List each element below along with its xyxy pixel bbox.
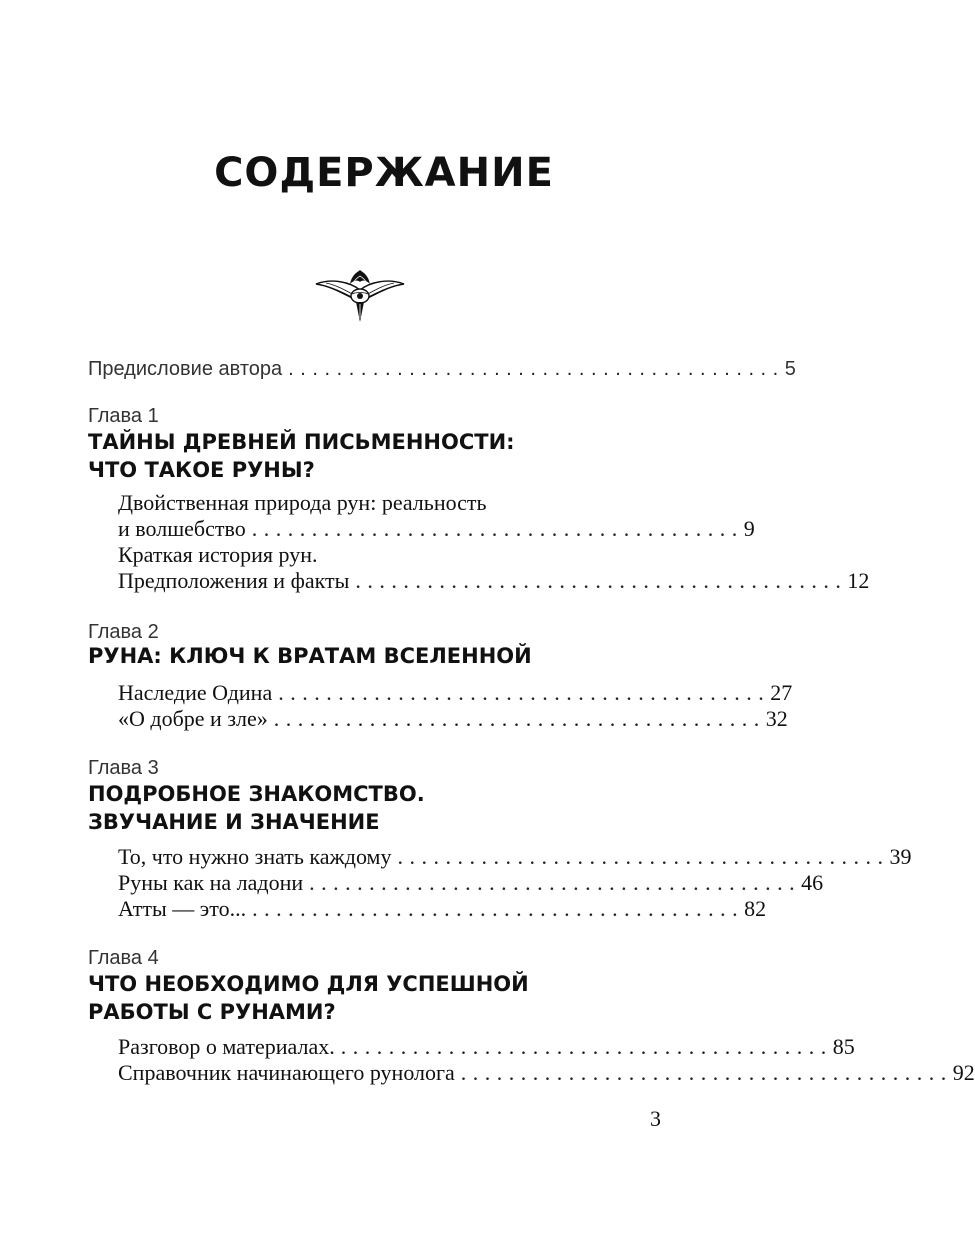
chapter-title: РУНА: КЛЮЧ К ВРАТАМ ВСЕЛЕННОЙ [88, 644, 532, 668]
dot-leader: . . . . . . . . . . . . . . . . . . . . . . . . . . . . . . . . . . . . . . . . . [355, 568, 842, 593]
toc-page-number: 92 [952, 1060, 975, 1085]
page-number: 3 [650, 1106, 661, 1131]
toc-entry-label: Справочник начинающего рунолога [118, 1060, 455, 1085]
toc-page-number: 32 [765, 706, 788, 731]
dot-leader: . . . . . . . . . . . . . . . . . . . . . . . . . . . . . . . . . . . . . . . . . [397, 844, 884, 869]
chapter-label: Глава 4 [88, 947, 159, 969]
toc-page-number: 82 [744, 896, 767, 921]
page-title: СОДЕРЖАНИЕ [214, 150, 554, 196]
toc-page-number: 5 [784, 358, 796, 380]
toc-entry[interactable] [118, 706, 788, 732]
toc-page-number: 27 [770, 680, 793, 705]
chapter-title: ЧТО НЕОБХОДИМО ДЛЯ УСПЕШНОЙ [88, 972, 529, 996]
chapter-label: Глава 3 [88, 757, 159, 779]
toc-entry-label: Двойственная природа рун: реальность [118, 490, 487, 515]
chapter-title: ЧТО ТАКОЕ РУНЫ? [88, 458, 315, 482]
toc-entry-label: Краткая история рун. [118, 542, 318, 567]
dot-leader: . . . . . . . . . . . . . . . . . . . . . . . . . . . . . . . . . . . . . . . . . [460, 1060, 947, 1085]
bird-ornament-icon [312, 268, 408, 324]
toc-page-number: 9 [743, 516, 755, 541]
toc-entry[interactable] [118, 1060, 975, 1086]
toc-entry-label: Разговор о материалах. [118, 1034, 335, 1059]
dot-leader: . . . . . . . . . . . . . . . . . . . . . . . . . . . . . . . . . . . . . . . . . [273, 706, 760, 731]
toc-entry-label: Атты — это... [118, 896, 247, 921]
toc-entry-label: и волшебство [118, 516, 246, 541]
toc-entry-preface[interactable] [88, 356, 796, 382]
toc-entry-label: «О добре и зле» [118, 706, 268, 731]
dot-leader: . . . . . . . . . . . . . . . . . . . . . . . . . . . . . . . . . . . . . . . . . [309, 870, 796, 895]
dot-leader: . . . . . . . . . . . . . . . . . . . . . . . . . . . . . . . . . . . . . . . . . [288, 358, 779, 380]
toc-entry[interactable] [118, 680, 793, 706]
toc-entry-label: То, что нужно знать каждому [118, 844, 392, 869]
toc-page-number: 39 [889, 844, 912, 869]
chapter-title: ТАЙНЫ ДРЕВНЕЙ ПИСЬМЕННОСТИ: [88, 430, 515, 454]
toc-entry[interactable] [118, 896, 767, 922]
toc-entry-label: Наследие Одина [118, 680, 273, 705]
toc-page-number: 12 [847, 568, 870, 593]
toc-entry[interactable] [118, 870, 824, 896]
dot-leader: . . . . . . . . . . . . . . . . . . . . . . . . . . . . . . . . . . . . . . . . . [278, 680, 765, 705]
toc-entry[interactable] [118, 844, 912, 870]
toc-entry-label: Предисловие автора [88, 358, 283, 380]
toc-entry-label: Предположения и факты [118, 568, 350, 593]
toc-entry-label: Руны как на ладони [118, 870, 304, 895]
dot-leader: . . . . . . . . . . . . . . . . . . . . . . . . . . . . . . . . . . . . . . . . . [340, 1034, 827, 1059]
dot-leader: . . . . . . . . . . . . . . . . . . . . . . . . . . . . . . . . . . . . . . . . . [251, 516, 738, 541]
toc-page-number: 46 [801, 870, 824, 895]
toc-entry[interactable] [118, 568, 870, 594]
chapter-label: Глава 2 [88, 621, 159, 643]
chapter-label: Глава 1 [88, 405, 159, 427]
dot-leader: . . . . . . . . . . . . . . . . . . . . . . . . . . . . . . . . . . . . . . . . . [252, 896, 739, 921]
toc-entry[interactable] [118, 1034, 855, 1060]
chapter-title: РАБОТЫ С РУНАМИ? [88, 1000, 336, 1024]
chapter-title: ПОДРОБНОЕ ЗНАКОМСТВО. [88, 782, 425, 806]
chapter-title: ЗВУЧАНИЕ И ЗНАЧЕНИЕ [88, 810, 380, 834]
toc-entry[interactable] [118, 516, 755, 542]
toc-page-number: 85 [832, 1034, 855, 1059]
